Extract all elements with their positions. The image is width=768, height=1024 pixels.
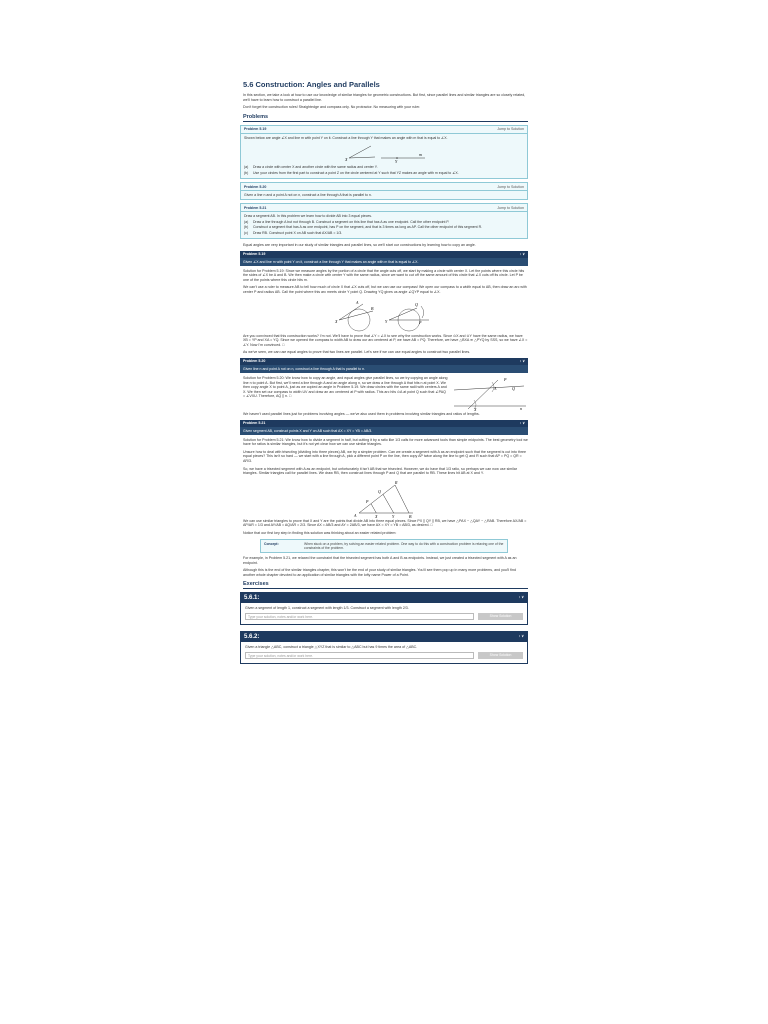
item-text: Draw a line through A but not through B. Construct a segment on this line that has A as one endpoint. Call the other endpoint P. — [253, 219, 450, 224]
label-y: Y — [392, 513, 395, 519]
label-r: R — [395, 479, 398, 485]
solution-paragraph: As we've seen, we can use equal angles to prove that two lines are parallel. Let's see if we can use equal angles to construct two parallel lines. — [243, 350, 471, 355]
problem-item — [244, 225, 524, 229]
exercises-heading: Exercises — [243, 581, 528, 589]
problem-item — [244, 220, 524, 224]
problem-number: Problem 5.21 — [244, 205, 267, 210]
concept-label: Concept: — [264, 541, 279, 546]
jump-to-solution-link[interactable]: Jump to Solution — [497, 184, 524, 189]
label-m: m — [419, 152, 422, 158]
label-y: Y — [385, 318, 388, 324]
item-text: Construct a segment that has A as one endpoint, has P on the segment, and that is 3 times as long as AP. Call the other endpoint of this segment R. — [253, 225, 483, 230]
exercise-box — [240, 631, 528, 664]
problem-number: Problem 5.19 — [244, 127, 267, 132]
label-q: Q — [512, 385, 515, 391]
section-rules: Don't forget the construction rules! Straightedge and compass only. No protractor. No measuring with your ruler. — [243, 105, 421, 110]
problem-item — [244, 171, 524, 175]
solution-paragraph: Solution for Problem 5.19: Since we measure angles by the portion of a circle that the angle cuts off, we start by making a circle with center X. Let the points where this circle hits the sides of ∠X be A and B. We then make a circle with center Y with the same radius, since we want to cut off the same amount of this circle that ∠X cuts off its circle. Let P be one of the points where this circle hits m. — [243, 268, 525, 282]
solution-paragraph: Solution for Problem 5.20: We know how to copy an angle, and equal angles give parallel lines, so we try copying an angle along line n to point A. But first, we'll need a line through A and an angle along n, so we draw a line through A that hits n at point X. We then copy angle X to point A, just as we copied an angle in Problem 5.19. We draw circles with the same radii with centers A and X. We then set our compass to width UV and draw an arc centered at P with radius. This arc hits ⊙A at point Q such that ∠PAQ = ∠VXU. Therefore, AQ ∥ n. □ — [243, 375, 448, 399]
show-solution-button[interactable]: Show Solution — [478, 613, 523, 620]
problems-heading: Problems — [243, 114, 528, 122]
problem-number: Problem 5.20 — [244, 184, 267, 189]
solution-paragraph: Solution for Problem 5.21: We know how to divide a segment in half, but cutting it by a ratio like 1/3 calls for more advanced tools than simple midpoints. The best geometry tool we have for ratios is similar triangles, but it's not yet clear how we can use similar triangles. — [243, 437, 528, 447]
solution-number: Problem 5.20 — [243, 359, 266, 364]
item-text: Draw a circle with center X and another circle with the same radius and center Y. — [253, 165, 378, 170]
item-text: Use your circles from the first part to construct a point Z on the circle centered at Y such that YZ makes an angle with m equal to ∠X. — [253, 170, 459, 175]
solution-statement: Given segment AB, construct points X and Y on AB such that AX = XY = YB = AB/3. — [240, 427, 528, 435]
show-solution-button[interactable]: Show Solution — [478, 652, 523, 659]
exercise-question: Given a segment of length 1, construct a segment with length 1/3. Construct a segment with length 2/3. — [245, 606, 409, 611]
toggle-icon[interactable]: ↕ ∨ — [519, 252, 525, 257]
item-text: Draw RB. Construct point X on AB such that AX/AB = 1/3. — [253, 230, 343, 235]
solution-paragraph: Unsure how to deal with trisecting (dividing into three pieces) AB, we try a simpler problem. Can we create a segment with A as an endpoint such that the segment is cut into three equal pieces? This isn't so hard — we start with a line through A, pick a different point P on the line, then copy AP twice along the line to get Q and R such that AP = PQ = QR = AR/3. — [243, 449, 527, 463]
solution-number: Problem 5.19 — [243, 252, 266, 257]
label-x: X — [474, 406, 477, 412]
solution-paragraph: We haven't used parallel lines just for problems involving angles — we've also used them in problems involving similar triangles and ratios of lengths. — [243, 411, 480, 416]
solution-paragraph: Are you convinced that this construction works? I'm not. We'll have to prove that ∠Y = ∠X to see why the construction works. Since ⊙X and ⊙Y have the same radius, we have XB = YP and XA = YQ. Since we opened the compass to width AB to draw our arc centered at P, we have AB = PQ. Therefore, we have △BXA ≅ △PYQ by SSS, so we have ∠X = ∠Y. Now I'm convinced. □ — [243, 333, 528, 347]
solution-paragraph: Notice that our first key step in finding this solution was thinking about an easier related problem: — [243, 530, 397, 535]
exercise-answer-row — [241, 652, 527, 663]
label-q: Q — [378, 488, 381, 494]
exercise-number: 5.6.2: — [244, 634, 260, 641]
copy-angle-figure — [329, 298, 439, 334]
label-b: B — [409, 513, 412, 519]
problem-box — [240, 203, 528, 239]
solution-header[interactable] — [240, 251, 528, 258]
label-q: Q — [415, 301, 418, 307]
problem-body — [241, 134, 527, 178]
item-label: (a) — [244, 165, 249, 170]
problem-body — [241, 212, 527, 238]
label-p: P — [419, 319, 422, 325]
closing-paragraph: For example, in Problem 5.21, we relaxed the constraint that the trisected segment has both A and B as endpoints. Instead, we just created a trisected segment with A as an endpoint. — [243, 556, 517, 565]
label-x: X — [345, 157, 348, 163]
item-label: (b) — [244, 225, 249, 230]
jump-to-solution-link[interactable]: Jump to Solution — [497, 127, 524, 132]
problem-header — [241, 183, 527, 191]
lesson-page — [240, 76, 528, 670]
section-title: 5.6 Construction: Angles and Parallels — [243, 80, 380, 89]
section-intro: In this section, we take a look at how to use our knowledge of similar triangles for geometric constructions. But first, since parallel lines and similar triangles are so closely related, we'll have to learn how to construct a parallel line. — [243, 93, 526, 102]
label-a: A — [356, 299, 359, 305]
lead-in-text: Equal angles are very important in our study of similar triangles and parallel lines, so we'll start our constructions by learning how to copy an angle. — [243, 243, 476, 248]
problem-item — [244, 231, 524, 235]
jump-to-solution-link[interactable]: Jump to Solution — [497, 205, 524, 210]
toggle-icon[interactable]: ↕ ∨ — [519, 359, 525, 364]
closing-paragraph: Although this is the end of the similar triangles chapter, this won't be the end of your study of similar triangles. You'll see them pop up in many more problems, and you'll find another whole chapter devoted to an application of similar triangles with the lofty name Power of a Point. — [243, 568, 516, 577]
problem-header — [241, 126, 527, 134]
solution-input[interactable]: Type your solution, notes and/or work here. — [245, 613, 474, 620]
problem-text: Draw a segment AB. In this problem we learn how to divide AB into 3 equal pieces. — [244, 214, 373, 219]
concept-text: When stuck on a problem, try solving an easier related problem. One way to do this with a construction problem is relaxing one of the constraints of the problem. — [304, 541, 504, 550]
item-label: (a) — [244, 219, 249, 224]
solution-paragraph: We can use similar triangles to prove that X and Y are the points that divide AB into three equal pieces. Since PX ∥ QY ∥ RB, we have △PAX ~ △QAY ~ △RAB. Therefore AX/AB = AP/AR = 1/3 and AY/AB = AQ/AR = 2/3. Since AX = AB/3 and AY = 2AB/3, we have AX = XY = YB = AB/3, as desired. □ — [243, 518, 527, 528]
concept-box — [260, 539, 508, 554]
exercise-question: Given a triangle △ABC, construct a triangle △XYZ that is similar to △ABC but has 9 times the area of △ABC. — [245, 645, 418, 650]
toggle-icon[interactable]: ↕ ∨ — [518, 634, 524, 639]
problem-body — [241, 191, 527, 199]
label-b: B — [371, 305, 374, 311]
label-x: X — [335, 318, 338, 324]
problem-box — [240, 182, 528, 200]
problem-header — [241, 204, 527, 212]
label-y: Y — [395, 159, 398, 165]
exercise-number: 5.6.1: — [244, 595, 260, 602]
parallel-line-figure — [448, 376, 528, 412]
problem-text: Given a line n and a point A not on n, construct a line through A that is parallel to n. — [244, 193, 372, 197]
exercise-box — [240, 592, 528, 625]
solution-header[interactable] — [240, 358, 528, 365]
exercise-header[interactable] — [241, 593, 527, 603]
problem-box — [240, 125, 528, 179]
item-label: (b) — [244, 170, 249, 175]
solution-input[interactable]: Type your solution, notes and/or work here. — [245, 652, 474, 659]
label-p: P — [366, 498, 369, 504]
exercise-header[interactable] — [241, 632, 527, 642]
problem-item — [244, 165, 524, 169]
solution-statement: Given line n and point A not on n, construct a line through A that is parallel to n. — [240, 365, 528, 373]
toggle-icon[interactable]: ↕ ∨ — [519, 421, 525, 426]
exercise-answer-row — [241, 613, 527, 624]
solution-header[interactable] — [240, 420, 528, 427]
label-x: X — [375, 513, 378, 519]
solution-paragraph: So, we have a trisected segment with A as an endpoint, but unfortunately it isn't AB that we trisected. However, we do have that 1/3 ratio, so perhaps we can now use similar triangles. Similar triangles call for parallel lines. We draw RB, then construct lines through P and Q that are parallel to RB. These lines hit AB at X and Y. — [243, 466, 517, 476]
solution-number: Problem 5.21 — [243, 421, 266, 426]
problem-text: Shown below are angle ∠X and line m with point Y on it. Construct a line through Y that makes an angle with m that is equal to ∠X. — [244, 135, 448, 140]
trisection-figure — [349, 479, 419, 519]
solution-paragraph: We can't use a ruler to measure AB to tell how much of circle X that ∠X cuts off, but we can use our compass! We open our compass to a width equal to AB, then draw an arc with center P and radius AB. Call the point where this arc meets circle Y point Q. Drawing YQ gives us angle ∠QYP equal to ∠X. — [243, 285, 527, 294]
label-p: P — [504, 376, 507, 382]
label-a: A — [494, 385, 497, 391]
label-a: A — [354, 512, 357, 518]
solution-with-figure — [240, 376, 528, 412]
toggle-icon[interactable]: ↕ ∨ — [518, 595, 524, 600]
label-n: n — [520, 405, 522, 411]
item-label: (c) — [244, 230, 249, 235]
solution-statement: Given ∠X and line m with point Y on it, construct a line through Y that makes an angle with m that is equal to ∠X. — [240, 258, 528, 266]
angle-line-figure — [339, 140, 429, 164]
